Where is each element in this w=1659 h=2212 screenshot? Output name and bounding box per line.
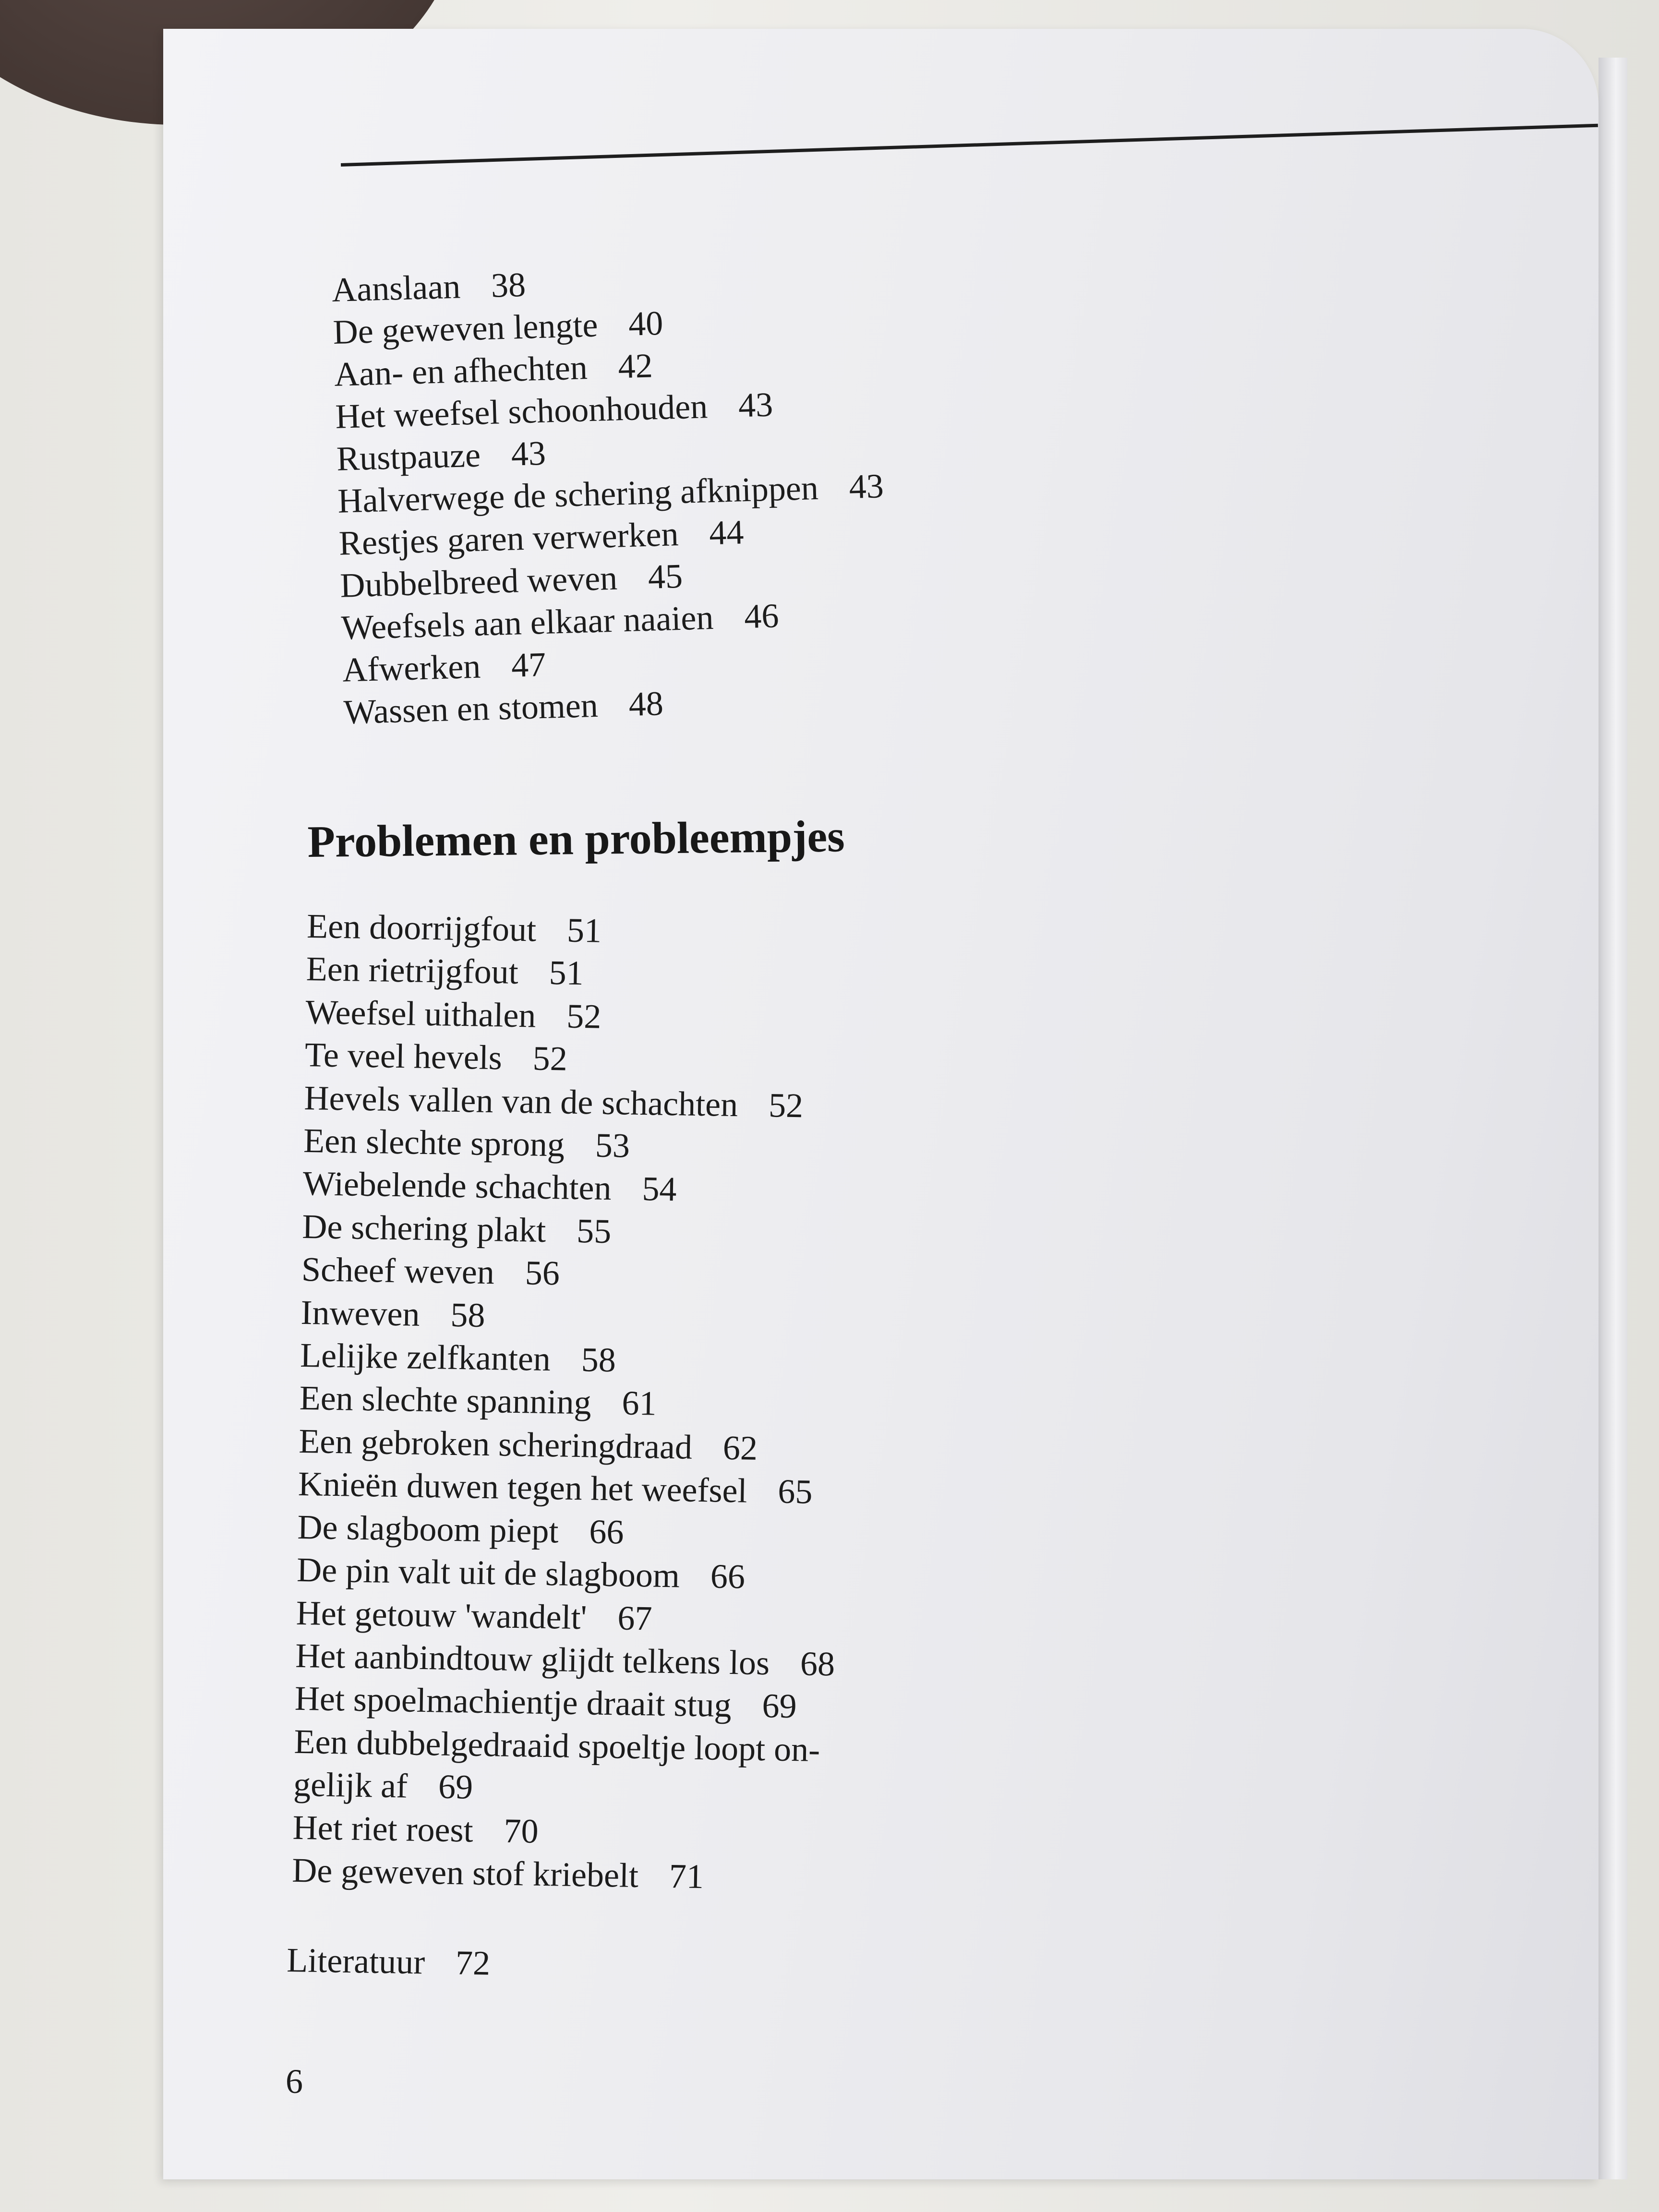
toc-entry bbox=[294, 1677, 834, 1729]
toc-entry-title: Scheef weven bbox=[301, 1250, 495, 1292]
toc-entry-page: 42 bbox=[617, 346, 653, 386]
toc-entry-title: Een rietrijgfout bbox=[306, 950, 519, 992]
toc-entry bbox=[304, 1077, 844, 1128]
toc-entry-page: 54 bbox=[641, 1169, 677, 1209]
toc-entry-page: 43 bbox=[510, 433, 546, 473]
toc-entry bbox=[299, 1377, 839, 1428]
page-number: 6 bbox=[286, 2062, 303, 2101]
toc-entry bbox=[307, 905, 847, 956]
toc-entry-title: Het spoelmachientje draait stug bbox=[294, 1679, 732, 1725]
toc-entry-page: 43 bbox=[848, 467, 884, 506]
toc-entry-title: Een dubbelgedraaid spoeltje loopt on- bbox=[293, 1722, 820, 1769]
toc-entry bbox=[292, 1806, 832, 1857]
page-edge bbox=[1599, 58, 1627, 2179]
toc-entry bbox=[305, 991, 845, 1042]
toc-entry-title: Aanslaan bbox=[331, 267, 461, 309]
toc-entry-page: 67 bbox=[617, 1598, 653, 1637]
toc-entry-page: 53 bbox=[595, 1126, 630, 1165]
toc-entry-title: Halverwege de schering afknippen bbox=[337, 468, 819, 520]
toc-problems-list bbox=[292, 905, 847, 1900]
toc-entry-title: Aan- en afhechten bbox=[334, 348, 588, 394]
toc-entry-page: 52 bbox=[566, 997, 602, 1036]
toc-entry-page: 56 bbox=[525, 1253, 560, 1293]
toc-entry-page: 69 bbox=[438, 1767, 473, 1806]
toc-entry bbox=[296, 1591, 836, 1643]
toc-entry bbox=[294, 1720, 834, 1772]
toc-entry-page: 51 bbox=[549, 953, 584, 993]
toc-entry-page: 58 bbox=[581, 1340, 616, 1380]
toc-entry-title: Wassen en stomen bbox=[343, 685, 599, 732]
toc-entry-page: 48 bbox=[628, 684, 664, 724]
toc-entry-title: Een gebroken scheringdraad bbox=[298, 1421, 693, 1467]
toc-entry-page: 38 bbox=[490, 265, 527, 305]
toc-entry-title: Een doorrijgfout bbox=[306, 906, 537, 949]
toc-entry-page: 55 bbox=[576, 1211, 612, 1250]
toc-entry-page: 71 bbox=[669, 1857, 704, 1896]
toc-entry-title: De schering plakt bbox=[301, 1207, 546, 1250]
toc-entry bbox=[301, 1248, 841, 1299]
toc-entry-page: 47 bbox=[510, 645, 547, 685]
toc-entry bbox=[292, 1849, 832, 1900]
toc-top-list bbox=[331, 253, 890, 733]
toc-entry-title: Een slechte sprong bbox=[303, 1121, 565, 1164]
toc-entry-page: 44 bbox=[709, 513, 745, 553]
toc-entry bbox=[297, 1506, 837, 1557]
toc-entry-title: De geweven lengte bbox=[332, 305, 599, 351]
toc-entry-page: 70 bbox=[503, 1811, 539, 1851]
toc-entry-title: Literatuur bbox=[286, 1940, 425, 1982]
toc-entry-page: 51 bbox=[566, 911, 602, 950]
toc-entry-title: Wiebelende schachten bbox=[302, 1164, 612, 1208]
toc-entry bbox=[295, 1635, 835, 1686]
toc-entry-title: Het aanbindtouw glijdt telkens los bbox=[295, 1636, 770, 1683]
toc-entry-page: 66 bbox=[710, 1557, 745, 1596]
toc-entry bbox=[293, 1763, 833, 1815]
toc-entry-page: 62 bbox=[722, 1428, 758, 1467]
toc-entry-page: 72 bbox=[455, 1943, 491, 1983]
toc-entry bbox=[304, 1034, 844, 1085]
toc-entry bbox=[302, 1162, 842, 1214]
toc-entry bbox=[299, 1420, 839, 1471]
toc-entry bbox=[298, 1463, 838, 1514]
toc-entry-title: Afwerken bbox=[342, 647, 481, 689]
toc-entry bbox=[300, 1334, 840, 1385]
toc-entry bbox=[297, 1549, 837, 1600]
toc-entry-page: 45 bbox=[647, 556, 684, 596]
toc-entry-page: 40 bbox=[628, 303, 664, 343]
toc-entry-title: Knieën duwen tegen het weefsel bbox=[298, 1465, 748, 1510]
toc-entry bbox=[301, 1291, 841, 1343]
toc-entry-title: De slagboom piept bbox=[297, 1507, 559, 1551]
toc-entry-page: 46 bbox=[744, 596, 780, 636]
toc-entry-title: Te veel hevels bbox=[304, 1035, 503, 1077]
toc-entry-title: Hevels vallen van de schachten bbox=[304, 1078, 738, 1124]
toc-entry-title: Weefsels aan elkaar naaien bbox=[340, 598, 714, 647]
toc-entry-page: 52 bbox=[768, 1085, 804, 1125]
toc-entry-title: Het weefsel schoonhouden bbox=[335, 387, 709, 436]
toc-entry-page: 65 bbox=[777, 1472, 813, 1511]
toc-entry bbox=[303, 1119, 843, 1171]
toc-entry-page: 69 bbox=[761, 1686, 797, 1726]
toc-entry-title: Lelijke zelfkanten bbox=[300, 1335, 551, 1379]
toc-literature bbox=[287, 1940, 491, 1984]
toc-entry-page: 61 bbox=[621, 1383, 657, 1423]
toc-entry-title: De pin valt uit de slagboom bbox=[296, 1550, 680, 1595]
toc-entry-title: Restjes garen verwerken bbox=[338, 515, 679, 563]
toc-entry-page: 66 bbox=[589, 1512, 625, 1551]
toc-entry bbox=[302, 1205, 842, 1257]
toc-entry-title: gelijk af bbox=[293, 1765, 408, 1805]
section-heading: Problemen en probleempjes bbox=[307, 811, 845, 867]
toc-entry-page: 43 bbox=[737, 385, 774, 425]
toc-entry-title: Het getouw 'wandelt' bbox=[296, 1593, 588, 1636]
toc-entry-title: Dubbelbreed weven bbox=[339, 558, 618, 605]
toc-entry-title: De geweven stof kriebelt bbox=[291, 1851, 639, 1895]
toc-entry-title: Inweven bbox=[301, 1293, 421, 1334]
toc-entry bbox=[306, 948, 846, 999]
toc-entry-page: 52 bbox=[532, 1039, 568, 1078]
toc-entry-title: Het riet roest bbox=[292, 1808, 474, 1850]
toc-entry-title: Rustpauze bbox=[336, 435, 481, 478]
toc-entry-page: 68 bbox=[800, 1644, 835, 1683]
toc-entry-title: Een slechte spanning bbox=[299, 1379, 592, 1422]
toc-entry-page: 58 bbox=[450, 1295, 486, 1334]
toc-entry-title: Weefsel uithalen bbox=[305, 992, 537, 1035]
